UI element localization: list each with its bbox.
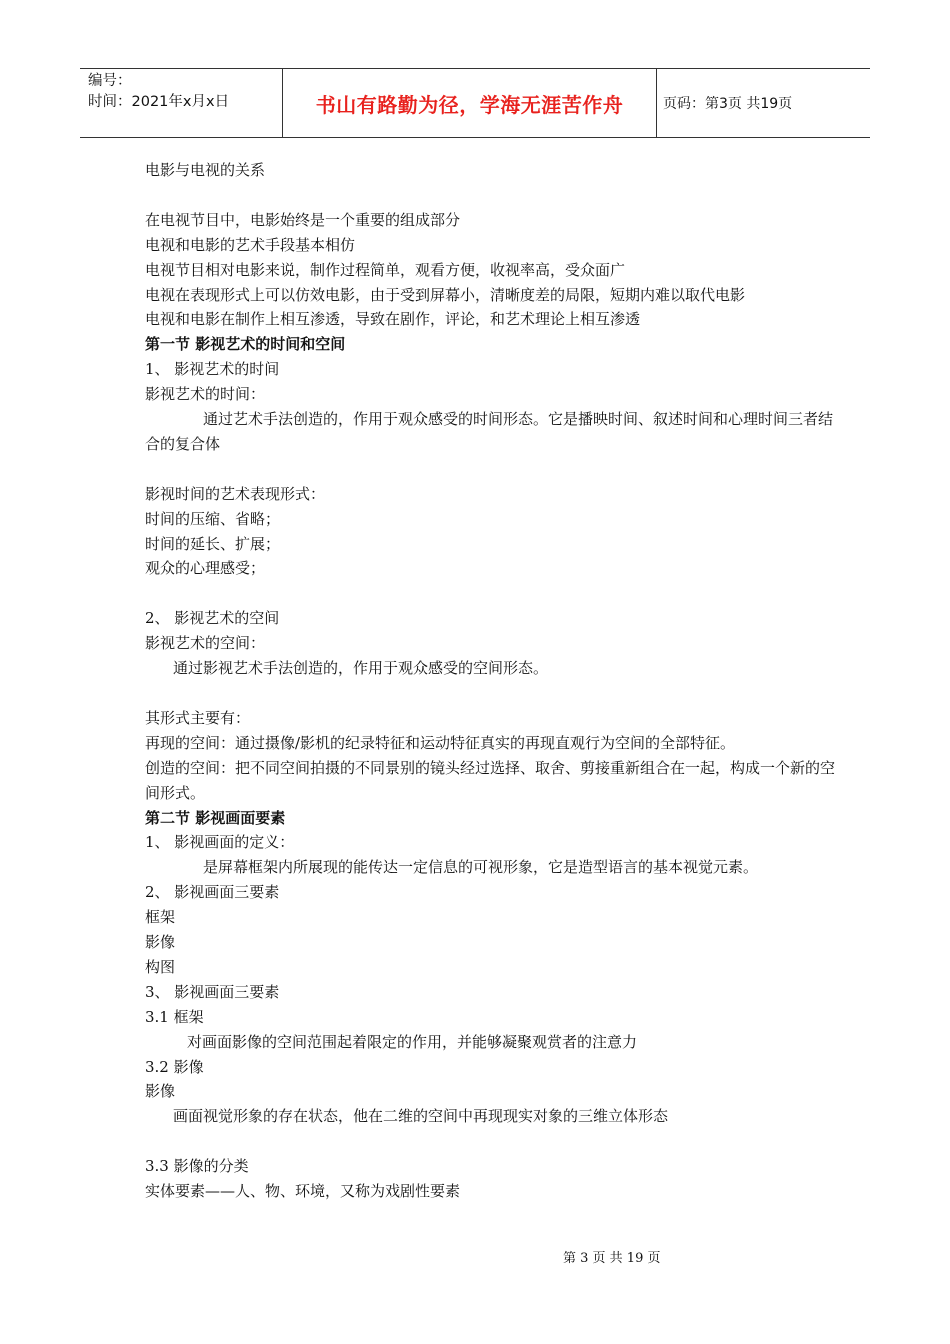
spacer — [145, 581, 835, 606]
paragraph: 电视和电影在制作上相互渗透，导致在剧作，评论，和艺术理论上相互渗透 — [145, 310, 641, 329]
list-item: 2、 影视艺术的空间 — [145, 609, 280, 628]
list-item: 1、 影视艺术的时间 — [145, 360, 280, 379]
definition-text: 画面视觉形象的存在状态，他在二维的空间中再现现实对象的三维立体形态 — [173, 1107, 669, 1126]
subsection-heading: 3.2 影像 — [145, 1057, 204, 1076]
section-heading: 第二节 影视画面要素 — [145, 808, 286, 827]
header-motto: 书山有路勤为径，学海无涯苦作舟 — [283, 69, 657, 137]
footer-page-number: 第 3 页 共 19 页 — [563, 1251, 661, 1266]
label-text: 影视艺术的时间： — [145, 385, 266, 404]
header-meta — [80, 69, 283, 137]
paragraph: 实体要素——人、物、环境，又称为戏剧性要素 — [145, 1182, 461, 1201]
label-text: 影视时间的艺术表现形式： — [145, 484, 326, 503]
list-item: 1、 影视画面的定义： — [145, 833, 295, 852]
list-item: 时间的延长、扩展； — [145, 534, 281, 553]
doc-title: 电影与电视的关系 — [145, 161, 266, 179]
paragraph: 再现的空间：通过摄像/影机的纪录特征和运动特征真实的再现直观行为空间的全部特征。 — [145, 733, 736, 752]
subsection-heading: 3.1 框架 — [145, 1007, 204, 1026]
document-body — [145, 158, 835, 1204]
header-page-info: 页码：第3页 共19页 — [663, 96, 793, 112]
header-table — [80, 68, 870, 138]
list-item: 构图 — [145, 957, 176, 976]
definition-text: 是屏幕框架内所展现的能传达一定信息的可视形象，它是造型语言的基本视觉元素。 — [203, 858, 759, 877]
definition-text: 通过影视艺术手法创造的，作用于观众感受的空间形态。 — [173, 659, 549, 678]
definition-text: 通过艺术手法创造的，作用于观众感受的时间形态。它是播映时间、叙述时间和心理时间三者结合的复合体 — [145, 410, 834, 453]
spacer — [145, 681, 835, 706]
paragraph: 电视在表现形式上可以仿效电影，由于受到屏幕小，清晰度差的局限，短期内难以取代电影 — [145, 285, 746, 304]
paragraph: 创造的空间：把不同空间拍摄的不同景别的镜头经过选择、取舍、剪接重新组合在一起，构成一个新的空间形式。 — [145, 758, 836, 802]
spacer — [145, 1129, 835, 1154]
list-item: 框架 — [145, 908, 176, 927]
paragraph: 电视和电影的艺术手段基本相仿 — [145, 235, 356, 254]
spacer — [145, 457, 835, 482]
label-text: 其形式主要有： — [145, 708, 251, 727]
document-time-label: 时间：2021年x月x日 — [88, 94, 230, 110]
list-item: 观众的心理感受； — [145, 559, 266, 578]
paragraph: 在电视节目中，电影始终是一个重要的组成部分 — [145, 210, 461, 229]
list-item: 影像 — [145, 933, 176, 952]
spacer — [145, 183, 835, 208]
paragraph: 电视节目相对电影来说，制作过程简单，观看方便，收视率高，受众面广 — [145, 260, 626, 279]
label-text: 影像 — [145, 1082, 176, 1101]
section-heading: 第一节 影视艺术的时间和空间 — [145, 335, 346, 354]
definition-text: 对画面影像的空间范围起着限定的作用，并能够凝聚观赏者的注意力 — [187, 1032, 638, 1051]
label-text: 影视艺术的空间： — [145, 634, 266, 653]
subsection-heading: 3.3 影像的分类 — [145, 1157, 249, 1176]
document-number-label: 编号： — [88, 73, 132, 89]
list-item: 时间的压缩、省略； — [145, 509, 281, 528]
list-item: 2、 影视画面三要素 — [145, 883, 280, 902]
list-item: 3、 影视画面三要素 — [145, 982, 280, 1001]
